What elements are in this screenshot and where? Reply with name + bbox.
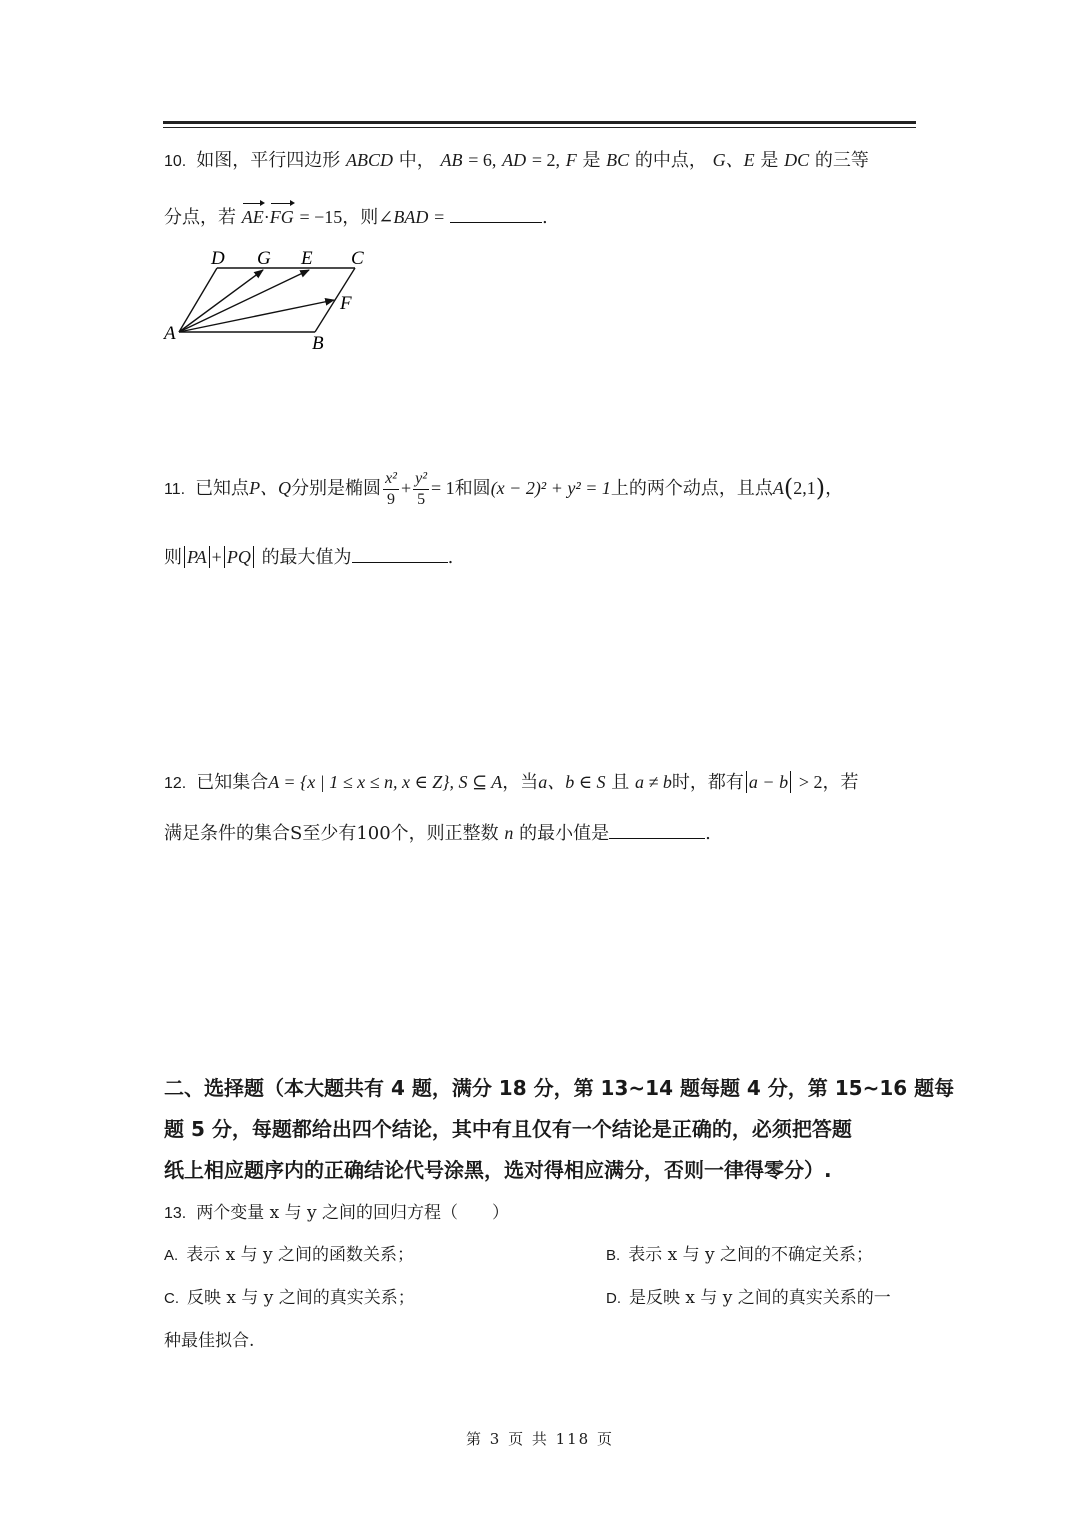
arrow-ae (179, 270, 309, 332)
q10-answer-blank[interactable] (450, 206, 542, 223)
q12-text: 满足条件的集合S至少有100个，则正整数 (164, 823, 499, 844)
q10-number: 10. (164, 153, 187, 170)
q12-text: ，当 (502, 772, 539, 793)
header-rule-thick (163, 121, 916, 124)
q10-math: ABCD (345, 150, 393, 170)
option-text: 反映 x 与 y 之间的真实关系； (187, 1288, 415, 1308)
q11-text: 则 (164, 547, 182, 568)
section2-line2: 题 5 分，每题都给出四个结论，其中有且仅有一个结论是正确的，必须把答题 (164, 1117, 852, 1141)
point-a: A (772, 478, 784, 498)
q11-answer-blank[interactable] (352, 546, 448, 563)
option-d-continued: 种最佳拟合. (164, 1331, 255, 1351)
q10-text: . (541, 207, 548, 228)
q10-math: = (434, 207, 445, 227)
q11-math: = 1 (431, 478, 455, 498)
circle-equation: (x − 2)² + y² = 1 (490, 478, 611, 498)
q10-math: G、E (712, 150, 755, 170)
option-label: B. (606, 1247, 621, 1264)
label-b: B (312, 333, 324, 354)
q10-math: AB (440, 150, 463, 170)
q10-text: 分点，若 (164, 207, 236, 228)
label-g: G (257, 248, 271, 269)
option-label: D. (606, 1290, 621, 1307)
label-d: D (211, 248, 225, 269)
section2-line3: 纸上相应题序内的正确结论代号涂黑，选对得相应满分，否则一律得零分）. (164, 1158, 832, 1182)
q12-math: > 2 (798, 772, 823, 792)
q11-text: . (447, 547, 454, 568)
q12-line1 (164, 770, 858, 796)
option-c[interactable] (164, 1286, 415, 1311)
q12-text: 时，都有 (671, 772, 744, 793)
q10-line2 (164, 205, 548, 230)
q12-number: 12. (164, 775, 187, 792)
label-a: A (164, 323, 176, 344)
q12-text: . (705, 823, 711, 844)
q13-number: 13. (164, 1205, 187, 1222)
fraction-y2-over-5 (413, 469, 429, 510)
set-definition: A = {x | 1 ≤ x ≤ n, x ∈ Z}, S ⊆ A (268, 772, 503, 792)
option-text: 表示 x 与 y 之间的不确定关系； (628, 1245, 873, 1265)
dot-operator: · (263, 207, 270, 227)
q10-math: BC (606, 150, 630, 170)
fraction-numerator: x² (383, 469, 399, 490)
q11-math: PQ (226, 547, 251, 567)
q10-text: 是 (582, 150, 601, 171)
option-text: 是反映 x 与 y 之间的真实关系的一 (629, 1288, 891, 1308)
q11-math: PA (187, 547, 207, 567)
q11-text: 已知点 (195, 478, 250, 499)
q10-text: 是 (760, 150, 779, 171)
vector-fg: FG (269, 207, 294, 227)
vector-ae: AE (241, 207, 264, 227)
q11-text: 分别是椭圆 (291, 478, 382, 499)
fraction-denominator: 9 (387, 490, 396, 508)
q10-line1 (164, 148, 869, 174)
q10-text: 的三等 (814, 150, 869, 171)
q10-text: ，则 (342, 207, 379, 228)
page-footer: 第 3 页 共 118 页 (465, 1430, 614, 1448)
fraction-denominator: 5 (417, 490, 426, 508)
q12-text: 的最小值是 (519, 823, 610, 844)
arrow-af (179, 300, 334, 332)
q10-text: 中， (398, 150, 435, 171)
q12-answer-blank[interactable] (609, 822, 705, 839)
q10-math: = −15 (299, 207, 343, 227)
q11-math: + (400, 478, 412, 498)
q12-line2 (164, 821, 711, 846)
q10-text: 的中点， (634, 150, 707, 171)
q12-math: a − b (748, 772, 789, 792)
label-f: F (340, 293, 352, 314)
q10-math: = 6, (468, 150, 497, 170)
q11-line2 (164, 545, 453, 570)
q12-text: 且 (611, 772, 630, 793)
section2-line1: 二、选择题（本大题共有 4 题，满分 18 分，第 13~14 题每题 4 分，第 15~16 题每 (164, 1076, 955, 1100)
q13-stem-text: 两个变量 x 与 y 之间的回归方程（ ） (196, 1203, 510, 1223)
q12-math: a、b ∈ S (538, 772, 606, 792)
fraction-numerator: y² (413, 469, 429, 490)
q11-math: P、Q (249, 478, 292, 498)
parallelogram-figure (160, 245, 380, 355)
point-a-coords: 2,1 (793, 478, 816, 498)
label-c: C (351, 248, 364, 269)
q12-text: ，若 (822, 772, 859, 793)
q11-text: ， (825, 478, 844, 499)
option-text: 表示 x 与 y 之间的函数关系； (186, 1245, 414, 1265)
option-a[interactable] (164, 1243, 414, 1268)
option-d[interactable] (606, 1286, 891, 1311)
q12-text: 已知集合 (196, 772, 269, 793)
angle-bad: ∠BAD (378, 207, 429, 227)
q13-stem (164, 1201, 509, 1226)
q11-text: 和圆 (454, 478, 491, 499)
q12-math: a ≠ b (635, 772, 672, 792)
q11-line1: 11. 已知点P、Q分别是椭圆 $\frac{\text{x²}}{9}$ + $\frac{\text{y²}}{5}$ = 1和圆(x − 2)² + y² = 1上的两个动点，且点A(2,1)， (164, 469, 844, 508)
q11-math: + (211, 547, 222, 567)
q11-text: 上的两个动点，且点 (610, 478, 773, 499)
label-e: E (301, 248, 313, 269)
q10-math: DC (784, 150, 810, 170)
q11-text: 的最大值为 (261, 547, 352, 568)
q10-math: = 2, (531, 150, 560, 170)
q10-text: 如图，平行四边形 (196, 150, 341, 171)
q12-math: n (504, 823, 514, 843)
fraction-x2-over-9 (383, 469, 399, 510)
q10-math: AD (502, 150, 527, 170)
option-label: A. (164, 1247, 179, 1264)
header-rule-thin (163, 127, 916, 128)
option-b[interactable] (606, 1243, 873, 1268)
q10-math: F (565, 150, 577, 170)
q11-number: 11. (164, 481, 186, 498)
option-label: C. (164, 1290, 179, 1307)
